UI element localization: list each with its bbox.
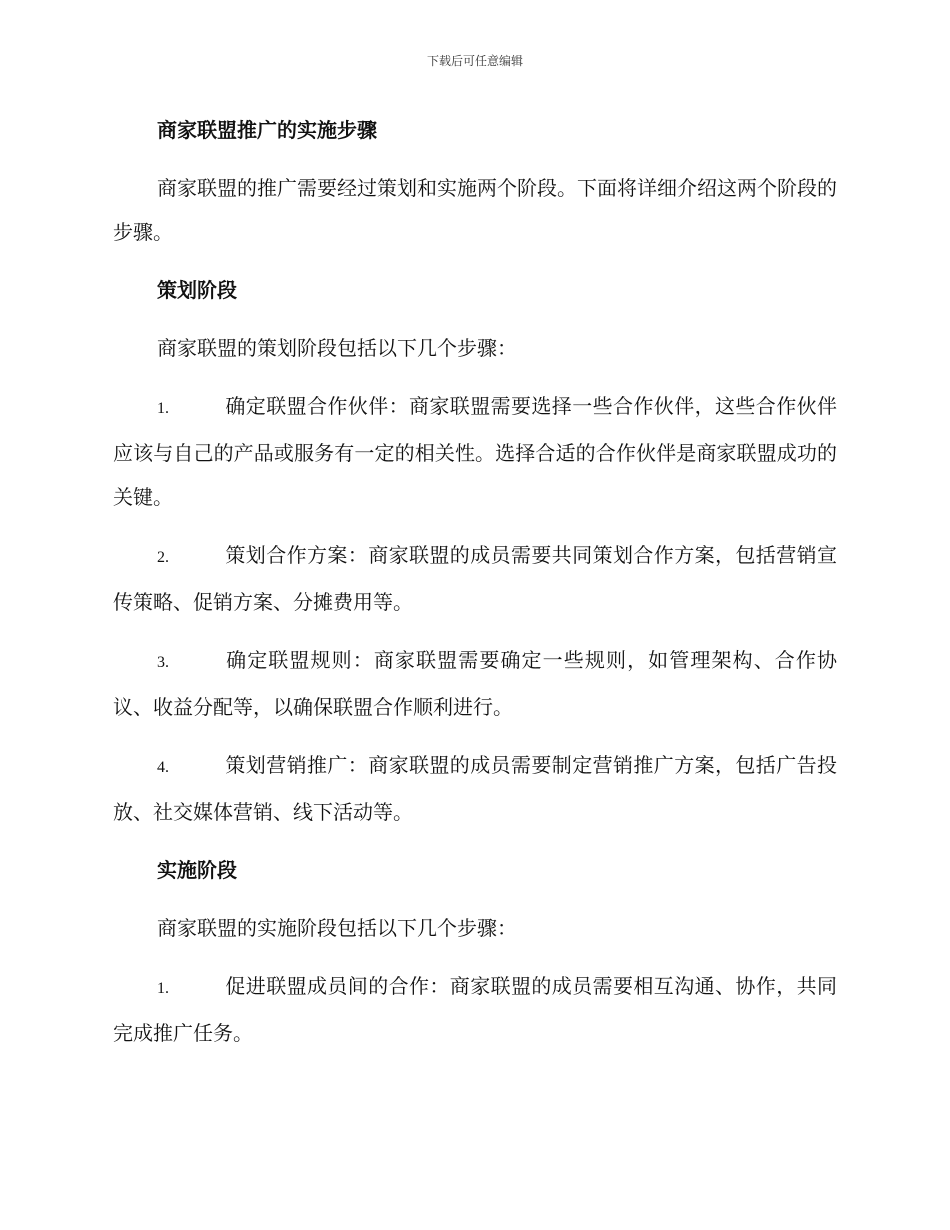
list-item-text: 确定联盟合作伙伴：商家联盟需要选择一些合作伙伴，这些合作伙伴应该与自己的产品或服务有一定的相关性。选择合适的合作伙伴是商家联盟成功的关键。 — [113, 394, 837, 509]
list-item-text: 策划合作方案：商家联盟的成员需要共同策划合作方案，包括营销宣传策略、促销方案、分摊费用等。 — [113, 543, 837, 614]
list-item-text: 确定联盟规则：商家联盟需要确定一些规则，如管理架构、合作协议、收益分配等，以确保联盟合作顺利进行。 — [113, 648, 837, 719]
planning-list-item — [113, 533, 837, 624]
list-item-number: 3. — [157, 654, 169, 671]
list-item-number: 1. — [157, 400, 169, 417]
page-header-note: 下载后可任意编辑 — [426, 54, 523, 68]
list-item-number: 1. — [157, 980, 169, 997]
implementation-intro-paragraph: 商家联盟的实施阶段包括以下几个步骤： — [157, 916, 517, 940]
section-heading-implementation: 实施阶段 — [157, 858, 237, 882]
planning-list-item — [113, 638, 837, 729]
list-item-text: 策划营销推广：商家联盟的成员需要制定营销推广方案，包括广告投放、社交媒体营销、线下活动等。 — [113, 753, 837, 824]
intro-paragraph: 商家联盟的推广需要经过策划和实施两个阶段。下面将详细介绍这两个阶段的步骤。 — [113, 176, 837, 244]
document-body — [113, 108, 837, 1069]
list-item-text: 促进联盟成员间的合作：商家联盟的成员需要相互沟通、协作，共同完成推广任务。 — [113, 974, 837, 1045]
planning-list-item — [113, 384, 837, 519]
document-title: 商家联盟推广的实施步骤 — [157, 118, 377, 142]
planning-list-item — [113, 743, 837, 834]
section-heading-planning: 策划阶段 — [157, 278, 237, 302]
list-item-number: 2. — [157, 549, 169, 566]
planning-intro-paragraph: 商家联盟的策划阶段包括以下几个步骤： — [157, 336, 517, 360]
list-item-number: 4. — [157, 759, 169, 776]
implementation-list-item — [113, 964, 837, 1055]
